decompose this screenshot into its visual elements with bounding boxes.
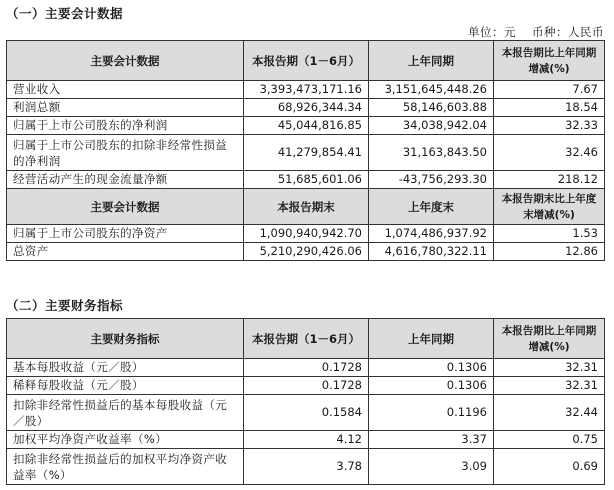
header-cell: 主要会计数据 xyxy=(7,41,244,81)
header-cell: 本报告期末 xyxy=(244,189,369,225)
period-end-value: 5,210,290,426.06 xyxy=(244,243,369,261)
row-label: 经营活动产生的现金流量净额 xyxy=(7,171,244,189)
period-end-value: 1,090,940,942.70 xyxy=(244,225,369,243)
header-cell: 本报告期（1－6月） xyxy=(244,41,369,81)
header-cell: 本报告期（1－6月） xyxy=(244,319,369,359)
change-percent: 7.67 xyxy=(494,81,605,99)
row-label: 归属于上市公司股东的净资产 xyxy=(7,225,244,243)
current-period-value: 45,044,816.85 xyxy=(244,117,369,135)
header-cell: 本报告期比上年同期增减(%) xyxy=(494,319,605,359)
current-period-value: 68,926,344.34 xyxy=(244,99,369,117)
current-period-value: 3.78 xyxy=(244,449,369,485)
accounting-data-table xyxy=(6,40,605,261)
prior-period-value: 34,038,942.04 xyxy=(369,117,494,135)
financial-indicators-table xyxy=(6,318,605,485)
prior-period-value: 58,146,603.88 xyxy=(369,99,494,117)
row-label: 基本每股收益（元／股） xyxy=(7,359,244,377)
currency-label: 币种：人民币 xyxy=(532,25,604,39)
prior-period-value: 0.1306 xyxy=(369,359,494,377)
change-percent: 32.31 xyxy=(494,359,605,377)
table-header-row xyxy=(7,319,605,359)
prior-period-value: -43,756,293.30 xyxy=(369,171,494,189)
header-cell: 主要财务指标 xyxy=(7,319,244,359)
table-row xyxy=(7,359,605,377)
table-row xyxy=(7,431,605,449)
row-label: 利润总额 xyxy=(7,99,244,117)
current-period-value: 51,685,601.06 xyxy=(244,171,369,189)
section-title-financial-indicators: （二）主要财务指标 xyxy=(6,298,124,313)
change-percent: 1.53 xyxy=(494,225,605,243)
prior-period-value: 3,151,645,448.26 xyxy=(369,81,494,99)
header-cell: 上年同期 xyxy=(369,319,494,359)
header-cell: 本报告期比上年同期增减(%) xyxy=(494,41,605,81)
prior-period-value: 31,163,843.50 xyxy=(369,135,494,171)
change-percent: 18.54 xyxy=(494,99,605,117)
header-cell: 本报告期末比上年度末增减(%) xyxy=(494,189,605,225)
table-header-row xyxy=(7,41,605,81)
table-row xyxy=(7,135,605,171)
row-label: 加权平均净资产收益率（%） xyxy=(7,431,244,449)
change-percent: 32.46 xyxy=(494,135,605,171)
row-label: 扣除非经常性损益后的加权平均净资产收益率（%） xyxy=(7,449,244,485)
table-row xyxy=(7,377,605,395)
table-row xyxy=(7,449,605,485)
prior-period-value: 0.1196 xyxy=(369,395,494,431)
row-label: 稀释每股收益（元／股） xyxy=(7,377,244,395)
current-period-value: 41,279,854.41 xyxy=(244,135,369,171)
row-label: 营业收入 xyxy=(7,81,244,99)
table-row xyxy=(7,117,605,135)
prior-period-value: 3.37 xyxy=(369,431,494,449)
prior-year-end-value: 4,616,780,322.11 xyxy=(369,243,494,261)
header-cell: 主要会计数据 xyxy=(7,189,244,225)
unit-label: 单位：元 xyxy=(468,25,516,39)
table-row xyxy=(7,243,605,261)
current-period-value: 0.1584 xyxy=(244,395,369,431)
change-percent: 218.12 xyxy=(494,171,605,189)
change-percent: 32.44 xyxy=(494,395,605,431)
unit-currency-line xyxy=(452,24,604,40)
table-row xyxy=(7,395,605,431)
prior-year-end-value: 1,074,486,937.92 xyxy=(369,225,494,243)
table-row xyxy=(7,81,605,99)
row-label: 归属于上市公司股东的净利润 xyxy=(7,117,244,135)
change-percent: 32.33 xyxy=(494,117,605,135)
change-percent: 0.75 xyxy=(494,431,605,449)
header-cell: 上年度末 xyxy=(369,189,494,225)
change-percent: 12.86 xyxy=(494,243,605,261)
change-percent: 0.69 xyxy=(494,449,605,485)
change-percent: 32.31 xyxy=(494,377,605,395)
current-period-value: 3,393,473,171.16 xyxy=(244,81,369,99)
row-label: 总资产 xyxy=(7,243,244,261)
table-row xyxy=(7,225,605,243)
current-period-value: 0.1728 xyxy=(244,359,369,377)
section-title-accounting-data: （一）主要会计数据 xyxy=(6,6,124,21)
header-cell: 上年同期 xyxy=(369,41,494,81)
current-period-value: 0.1728 xyxy=(244,377,369,395)
row-label: 扣除非经常性损益后的基本每股收益（元／股） xyxy=(7,395,244,431)
current-period-value: 4.12 xyxy=(244,431,369,449)
prior-period-value: 3.09 xyxy=(369,449,494,485)
table-row xyxy=(7,99,605,117)
row-label: 归属于上市公司股东的扣除非经常性损益的净利润 xyxy=(7,135,244,171)
table-row xyxy=(7,171,605,189)
table-header-row xyxy=(7,189,605,225)
prior-period-value: 0.1306 xyxy=(369,377,494,395)
